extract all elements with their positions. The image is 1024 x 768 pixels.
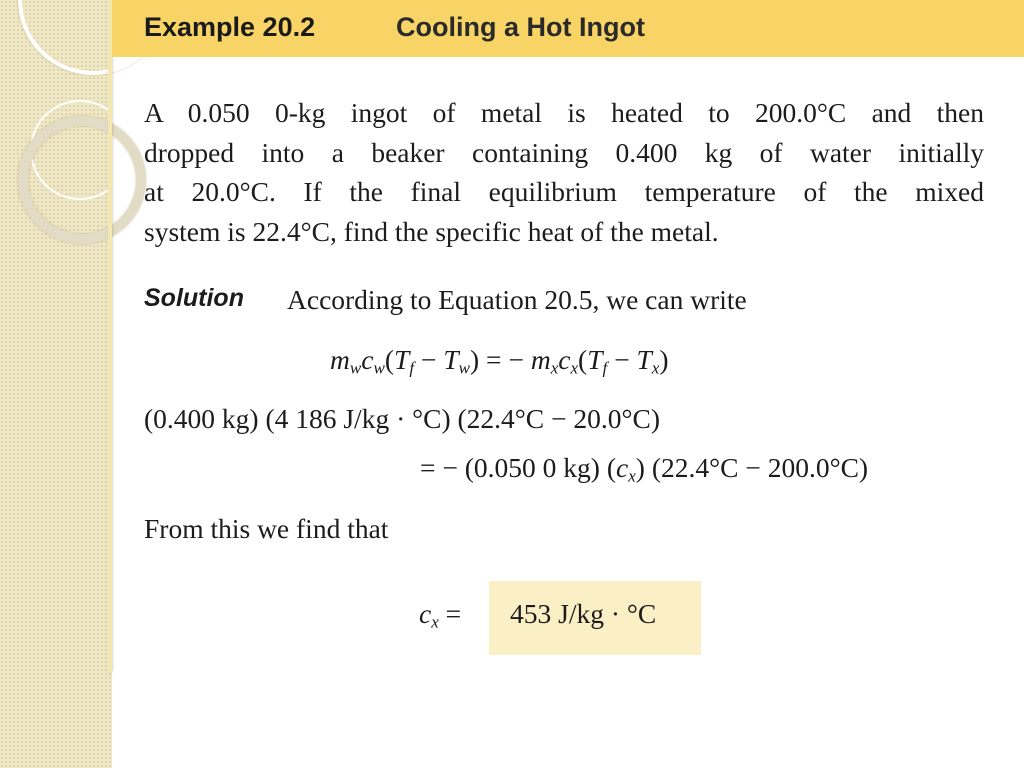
conclusion-intro: From this we find that xyxy=(144,513,389,544)
example-header-band xyxy=(112,0,1024,57)
result-value: 453 J/kg · °C xyxy=(510,598,657,629)
problem-statement xyxy=(144,93,984,251)
decorative-vertical-rule xyxy=(108,0,112,672)
equation-text: ) (22.4°C − 200.0°C) xyxy=(635,452,869,483)
problem-line: A 0.050 0-kg ingot of metal is heated to 200.0°C and then xyxy=(144,97,984,128)
variable-c: c xyxy=(419,598,432,629)
equation-line-metal xyxy=(420,452,868,486)
subscript-x: x xyxy=(628,466,636,486)
subscript-x: x xyxy=(431,612,439,632)
equation-line-water: (0.400 kg) (4 186 J/kg · °C) (22.4°C − 20.0°C) xyxy=(144,403,660,434)
example-title: Cooling a Hot Ingot xyxy=(396,12,645,42)
problem-line: at 20.0°C. If the final equilibrium temperature of the mixed xyxy=(144,176,984,207)
heat-balance-equation: $m_wc_w(T_f - T_w)$ = − $m_xc_x(T_f - T_x)$ xyxy=(330,344,669,378)
variable-c: c xyxy=(616,452,629,483)
problem-line: system is 22.4°C, find the specific heat of the metal. xyxy=(144,215,719,247)
result-variable xyxy=(419,598,461,632)
solution-label: Solution xyxy=(144,284,244,312)
problem-line: dropped into a beaker containing 0.400 kg of water initially xyxy=(144,136,984,168)
example-number: Example 20.2 xyxy=(144,12,316,42)
solution-intro: According to Equation 20.5, we can write xyxy=(287,284,747,315)
equation-text: = − (0.050 0 kg) ( xyxy=(420,452,616,483)
equals-sign: = xyxy=(438,598,462,629)
decorative-ring-middle xyxy=(18,116,146,244)
